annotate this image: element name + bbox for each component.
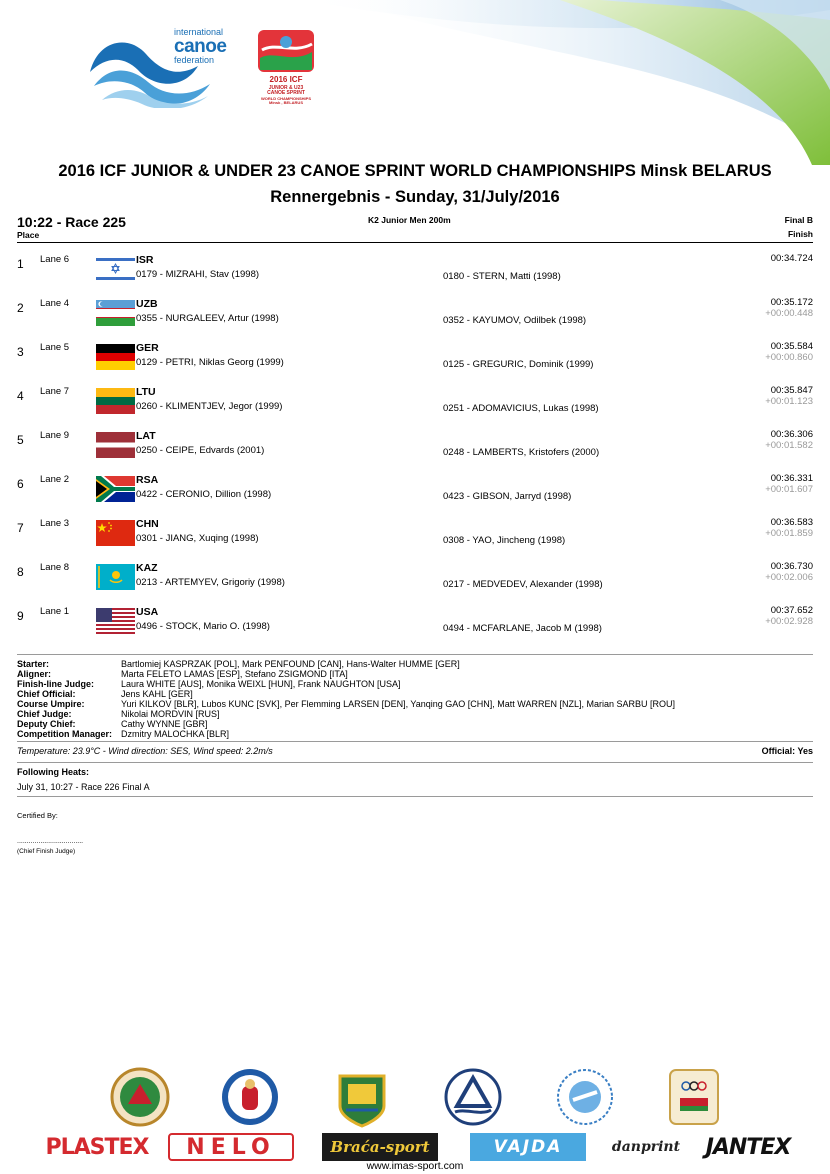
footer-url: www.imas-sport.com	[366, 1160, 464, 1172]
results-divider	[17, 654, 813, 655]
official-names: Yuri KILKOV [BLR], Lubos KUNC [SVK], Per Flemming LARSEN [DEN], Yanqing GAO [CHN], Matt WARREN [NZL], Marian SARBU [ROU]	[121, 699, 675, 709]
official-row	[17, 669, 817, 679]
heats-divider	[17, 796, 813, 797]
official-role: Chief Official:	[17, 689, 76, 699]
result-time-diff: +00:01.582	[765, 440, 813, 451]
emblem-4-icon	[443, 1066, 503, 1128]
result-country: ISR	[136, 254, 154, 266]
event-logo	[256, 28, 316, 114]
race-time-number: 10:22 - Race 225	[17, 214, 126, 230]
result-time-diff: +00:01.859	[765, 528, 813, 539]
result-row	[0, 429, 830, 473]
vajda-logo	[470, 1133, 586, 1161]
result-athlete-1: 0355 - NURGALEEV, Artur (1998)	[136, 313, 279, 324]
emblem-5-icon	[555, 1066, 615, 1128]
result-time: 00:36.583	[770, 517, 813, 528]
officials-list	[17, 659, 817, 739]
official-row	[17, 699, 817, 709]
race-phase: Final B	[784, 215, 813, 225]
braca-sport-wordmark: Braća-sport	[330, 1138, 430, 1156]
icf-logo-line3: federation	[174, 55, 215, 65]
result-country: RSA	[136, 474, 159, 486]
official-role: Competition Manager:	[17, 729, 113, 739]
following-heats-title: Following Heats:	[17, 767, 89, 777]
usa-flag-icon	[96, 608, 135, 640]
official-role: Finish-line Judge:	[17, 679, 95, 689]
result-time: 00:37.652	[770, 605, 813, 616]
result-place: 7	[17, 521, 24, 535]
icf-logo	[88, 26, 238, 108]
event-emblem-icon	[256, 28, 316, 74]
certified-by-label: Certified By:	[17, 811, 58, 820]
result-time-diff: +00:00.860	[765, 352, 813, 363]
south-africa-flag-icon	[96, 476, 135, 508]
weather-info: Temperature: 23.9°C - Wind direction: SES, Wind speed: 2.2m/s	[17, 746, 273, 756]
jantex-logo	[704, 1133, 792, 1161]
emblem-3-icon	[332, 1066, 392, 1128]
result-athlete-1: 0179 - MIZRAHI, Stav (1998)	[136, 269, 260, 280]
weather-divider	[17, 762, 813, 763]
result-row	[0, 385, 830, 429]
official-role: Aligner:	[17, 669, 52, 679]
germany-flag-icon	[96, 344, 135, 376]
official-row	[17, 679, 817, 689]
result-time: 00:35.847	[770, 385, 813, 396]
result-place: 3	[17, 345, 24, 359]
header-divider	[17, 242, 813, 243]
result-lane: Lane 2	[40, 474, 70, 485]
result-place: 2	[17, 301, 24, 315]
official-names: Cathy WYNNE [GBR]	[121, 719, 208, 729]
result-athlete-1: 0496 - STOCK, Mario O. (1998)	[136, 621, 270, 632]
result-country: UZB	[136, 298, 158, 310]
official-row	[17, 709, 817, 719]
result-lane: Lane 4	[40, 298, 70, 309]
result-row	[0, 341, 830, 385]
official-role: Course Umpire:	[17, 699, 85, 709]
uzbekistan-flag-icon	[96, 300, 135, 332]
danprint-wordmark: danprint	[611, 1139, 681, 1155]
result-lane: Lane 3	[40, 518, 70, 529]
event-name: K2 Junior Men 200m	[368, 215, 451, 225]
officials-divider	[17, 741, 813, 742]
jantex-wordmark: JANTEX	[705, 1134, 791, 1160]
icf-logo-line2: canoe	[174, 36, 227, 57]
result-time: 00:34.724	[770, 253, 813, 264]
result-time-diff: +00:00.448	[765, 308, 813, 319]
result-lane: Lane 6	[40, 254, 70, 265]
result-athlete-1: 0301 - JIANG, Xuqing (1998)	[136, 533, 259, 544]
place-column-header: Place	[17, 230, 40, 240]
plastex-wordmark: PLASTEX	[45, 1134, 149, 1160]
result-athlete-1: 0260 - KLIMENTJEV, Jegor (1999)	[136, 401, 283, 412]
official-row	[17, 689, 817, 699]
result-place: 9	[17, 609, 24, 623]
page-title: 2016 ICF JUNIOR & UNDER 23 CANOE SPRINT WORLD CHAMPIONSHIPS Minsk BELARUS	[58, 162, 772, 180]
result-place: 6	[17, 477, 24, 491]
result-athlete-1: 0129 - PETRI, Niklas Georg (1999)	[136, 357, 284, 368]
result-lane: Lane 7	[40, 386, 70, 397]
result-lane: Lane 1	[40, 606, 70, 617]
israel-flag-icon	[96, 256, 135, 288]
following-heat-item: July 31, 10:27 - Race 226 Final A	[17, 782, 150, 792]
result-place: 1	[17, 257, 24, 271]
danprint-logo	[610, 1133, 682, 1161]
emblem-6-icon	[664, 1066, 724, 1128]
result-athlete-1: 0422 - CERONIO, Dillion (1998)	[136, 489, 272, 500]
result-time: 00:36.306	[770, 429, 813, 440]
result-time-diff: +00:01.123	[765, 396, 813, 407]
result-time: 00:35.172	[770, 297, 813, 308]
official-row	[17, 729, 817, 739]
signature-line: ..................................	[17, 838, 84, 845]
event-logo-line2: JUNIOR & U23	[268, 85, 304, 91]
nelo-wordmark: NELO	[186, 1134, 276, 1160]
event-logo-line5: Minsk , BELARUS	[268, 99, 303, 105]
result-time: 00:36.730	[770, 561, 813, 572]
vajda-wordmark: VAJDA	[493, 1137, 563, 1157]
official-role: Deputy Chief:	[17, 719, 76, 729]
nelo-logo	[168, 1133, 294, 1161]
result-athlete-2: 0217 - MEDVEDEV, Alexander (1998)	[443, 579, 603, 590]
result-time-diff: +00:02.928	[765, 616, 813, 627]
official-role: Chief Judge:	[17, 709, 72, 719]
signature-label: (Chief Finish Judge)	[17, 848, 76, 855]
official-row	[17, 719, 817, 729]
result-time: 00:35.584	[770, 341, 813, 352]
event-logo-line3: CANOE SPRINT	[267, 90, 305, 97]
result-country: GER	[136, 342, 159, 354]
plastex-logo	[38, 1133, 156, 1161]
braca-sport-logo	[322, 1133, 438, 1161]
result-athlete-2: 0180 - STERN, Matti (1998)	[443, 271, 561, 282]
china-flag-icon	[96, 520, 135, 552]
result-lane: Lane 8	[40, 562, 70, 573]
finish-column-header: Finish	[787, 229, 813, 239]
official-names: Jens KAHL [GER]	[121, 689, 193, 699]
official-status: Official: Yes	[761, 746, 813, 756]
result-row	[0, 253, 830, 297]
official-names: Bartlomiej KASPRZAK [POL], Mark PENFOUND [CAN], Hans-Walter HUMME [GER]	[121, 659, 460, 669]
lithuania-flag-icon	[96, 388, 135, 420]
result-country: CHN	[136, 518, 159, 530]
official-names: Nikolai MORDVIN [RUS]	[121, 709, 220, 719]
result-row	[0, 517, 830, 561]
result-country: USA	[136, 606, 159, 618]
result-row	[0, 561, 830, 605]
result-athlete-2: 0251 - ADOMAVICIUS, Lukas (1998)	[443, 403, 599, 414]
page-subtitle: Rennergebnis - Sunday, 31/July/2016	[270, 188, 560, 206]
official-names: Laura WHITE [AUS], Monika WEIXL [HUN], Frank NAUGHTON [USA]	[121, 679, 401, 689]
result-country: LAT	[136, 430, 156, 442]
event-logo-line1: 2016 ICF	[269, 75, 303, 84]
result-row	[0, 605, 830, 649]
latvia-flag-icon	[96, 432, 135, 464]
result-lane: Lane 5	[40, 342, 70, 353]
result-time-diff: +00:02.006	[765, 572, 813, 583]
result-athlete-2: 0125 - GREGURIC, Dominik (1999)	[443, 359, 594, 370]
result-place: 5	[17, 433, 24, 447]
emblem-2-icon	[220, 1066, 280, 1128]
result-athlete-2: 0423 - GIBSON, Jarryd (1998)	[443, 491, 572, 502]
result-athlete-1: 0213 - ARTEMYEV, Grigoriy (1998)	[136, 577, 285, 588]
result-time-diff: +00:01.607	[765, 484, 813, 495]
event-logo-line4: WORLD CHAMPIONSHIPS	[261, 95, 311, 101]
result-athlete-2: 0494 - MCFARLANE, Jacob M (1998)	[443, 623, 602, 634]
emblem-1-icon	[110, 1066, 170, 1128]
result-row	[0, 473, 830, 517]
result-place: 4	[17, 389, 24, 403]
result-athlete-2: 0248 - LAMBERTS, Kristofers (2000)	[443, 447, 600, 458]
official-names: Dzmitry MALOCHKA [BLR]	[121, 729, 230, 739]
official-names: Marta FELETO LAMAS [ESP], Stefano ZSIGMOND [ITA]	[121, 669, 348, 679]
official-role: Starter:	[17, 659, 50, 669]
result-row	[0, 297, 830, 341]
result-athlete-2: 0308 - YAO, Jincheng (1998)	[443, 535, 566, 546]
result-time: 00:36.331	[770, 473, 813, 484]
result-lane: Lane 9	[40, 430, 70, 441]
result-place: 8	[17, 565, 24, 579]
icf-logo-line1: international	[174, 27, 224, 37]
result-athlete-2: 0352 - KAYUMOV, Odilbek (1998)	[443, 315, 587, 326]
result-country: LTU	[136, 386, 156, 398]
kazakhstan-flag-icon	[96, 564, 135, 596]
official-row	[17, 659, 817, 669]
result-country: KAZ	[136, 562, 158, 574]
result-athlete-1: 0250 - CEIPE, Edvards (2001)	[136, 445, 265, 456]
